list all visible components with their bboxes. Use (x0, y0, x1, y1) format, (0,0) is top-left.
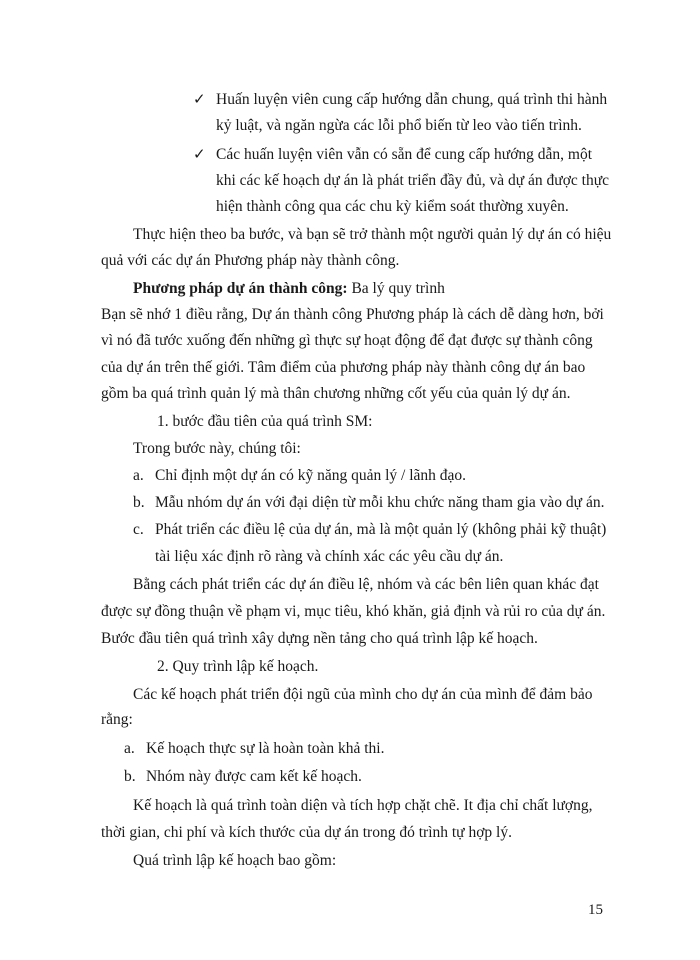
paragraph-line: gồm ba quá trình quản lý mà thân chương những cốt yếu của quản lý dự án. (101, 385, 571, 402)
step-title: 2. Quy trình lập kế hoạch. (157, 658, 319, 675)
intro-line: quả với các dự án Phương pháp này thành công. (101, 252, 400, 269)
paragraph-line: Bạn sẽ nhớ 1 điều rằng, Dự án thành công Phương pháp là cách dễ dàng hơn, bởi (101, 306, 604, 323)
list-marker: b. (124, 768, 136, 785)
paragraph-line: thời gian, chi phí và kích thước của dự án trong đó trình tự hợp lý. (101, 824, 512, 841)
list-marker: b. (133, 494, 145, 511)
list-item: Kế hoạch thực sự là hoàn toàn khả thi. (146, 740, 385, 757)
page-number: 15 (588, 902, 603, 918)
paragraph-line: của dự án trên thế giới. Tâm điểm của phương pháp này thành công dự án bao (101, 359, 586, 376)
list-item: Chỉ định một dự án có kỹ năng quản lý / lãnh đạo. (155, 467, 467, 484)
step-lead: rằng: (101, 711, 133, 728)
step-title: 1. bước đầu tiên của quá trình SM: (157, 413, 373, 430)
list-marker: a. (124, 740, 135, 757)
bullet-line: khi các kế hoạch dự án là phát triển đầy đủ, và dự án được thực (216, 172, 609, 189)
paragraph-line: được sự đồng thuận về phạm vi, mục tiêu, khó khăn, giả định và rủi ro của dự án. (101, 603, 606, 620)
paragraph-line: Bước đầu tiên quá trình xây dựng nền tảng cho quá trình lập kế hoạch. (101, 630, 538, 647)
list-marker: c. (133, 521, 144, 538)
list-item: Phát triển các điều lệ của dự án, mà là một quản lý (không phải kỹ thuật) (155, 521, 607, 538)
section-heading-rest: Ba lý quy trình (347, 280, 445, 297)
list-item: Nhóm này được cam kết kế hoạch. (146, 768, 362, 785)
bullet-line: hiện thành công qua các chu kỳ kiểm soát thường xuyên. (216, 198, 569, 215)
bullet-line: kỷ luật, và ngăn ngừa các lỗi phổ biến từ leo vào tiến trình. (216, 117, 582, 134)
step-lead: Trong bước này, chúng tôi: (133, 440, 301, 457)
checkmark-icon: ✓ (193, 92, 206, 108)
step-lead: Các kế hoạch phát triển đội ngũ của mình cho dự án của mình để đảm bảo (133, 686, 593, 703)
bullet-line: Các huấn luyện viên vẫn có sẵn để cung cấp hướng dẫn, một (216, 146, 593, 163)
list-item: Mẫu nhóm dự án với đại diện từ mỗi khu chức năng tham gia vào dự án. (155, 494, 605, 511)
section-heading-bold: Phương pháp dự án thành công: (133, 280, 348, 297)
list-item: tài liệu xác định rõ ràng và chính xác các yêu cầu dự án. (155, 548, 504, 565)
list-marker: a. (133, 467, 144, 484)
intro-line: Thực hiện theo ba bước, và bạn sẽ trở thành một người quản lý dự án có hiệu (133, 226, 612, 243)
paragraph-line: Kế hoạch là quá trình toàn diện và tích hợp chặt chẽ. It địa chỉ chất lượng, (133, 797, 593, 814)
bullet-line: Huấn luyện viên cung cấp hướng dẫn chung, quá trình thi hành (216, 91, 608, 108)
paragraph-line: vì nó đã tước xuống đến những gì thực sự hoạt động để đạt được sự thành công (101, 332, 593, 349)
section-heading (133, 279, 445, 299)
paragraph-line: Bằng cách phát triển các dự án điều lệ, nhóm và các bên liên quan khác đạt (133, 576, 599, 593)
checkmark-icon: ✓ (193, 147, 206, 163)
paragraph-line: Quá trình lập kế hoạch bao gồm: (133, 852, 337, 869)
